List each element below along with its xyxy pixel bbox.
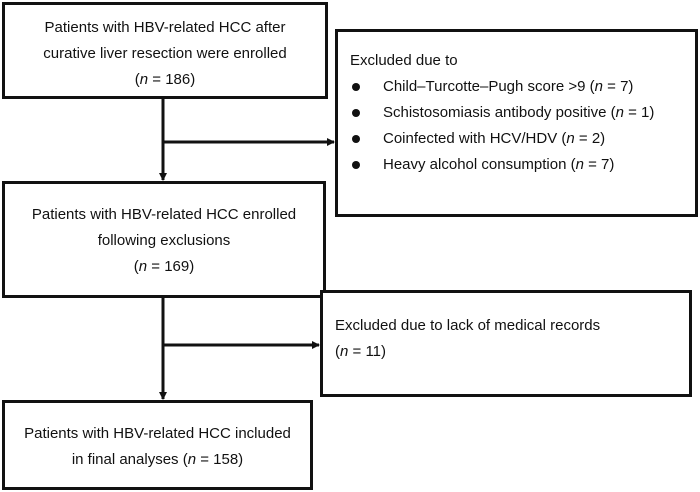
item-label: Heavy alcohol consumption (	[383, 156, 576, 173]
list-item	[350, 74, 695, 100]
n-value: = 7)	[583, 156, 615, 173]
n-value: = 2)	[574, 130, 606, 147]
after-line-2: following exclusions	[97, 232, 231, 249]
enrolled-line-1: Patients with HBV-related HCC after	[44, 19, 286, 36]
n-value: = 169)	[147, 258, 195, 275]
n-var: n	[139, 71, 149, 88]
bullet-icon	[352, 135, 360, 143]
exclusion-list	[350, 74, 695, 178]
list-item	[350, 152, 695, 178]
n-value: = 186)	[148, 71, 196, 88]
n-var: n	[187, 451, 197, 468]
paren: (	[134, 71, 140, 88]
n-var: n	[566, 130, 575, 147]
n-value: = 1)	[623, 104, 655, 121]
after-exclusions-box	[2, 181, 326, 298]
item-label: Schistosomiasis antibody positive (	[383, 104, 616, 121]
bullet-icon	[352, 161, 360, 169]
final-line-2	[5, 447, 310, 473]
after-count	[5, 254, 323, 280]
n-value: = 7)	[602, 78, 634, 95]
final-analysis-box	[2, 400, 313, 490]
bullet-icon	[352, 109, 360, 117]
enrolled-box	[2, 2, 328, 99]
paren: (	[133, 258, 139, 275]
n-value: = 11)	[348, 343, 387, 360]
list-item	[350, 100, 695, 126]
n-var: n	[575, 156, 584, 173]
n-value: = 158)	[196, 451, 244, 468]
exclusion-box-2	[320, 290, 692, 397]
paren: (	[335, 343, 340, 360]
n-var: n	[594, 78, 603, 95]
enrolled-count	[5, 67, 325, 93]
final-line-2-text: in final analyses (	[71, 451, 188, 468]
n-var: n	[340, 343, 349, 360]
exclusion-heading: Excluded due to	[350, 52, 458, 69]
final-line-1: Patients with HBV-related HCC included	[24, 425, 291, 442]
n-var: n	[615, 104, 624, 121]
item-label: Child–Turcotte–Pugh score >9 (	[383, 78, 595, 95]
list-item	[350, 126, 695, 152]
after-line-1: Patients with HBV-related HCC enrolled	[31, 206, 297, 223]
n-var: n	[138, 258, 148, 275]
item-label: Coinfected with HCV/HDV (	[383, 130, 567, 147]
exclusion-2-count	[335, 339, 689, 365]
enrolled-line-2: curative liver resection were enrolled	[43, 45, 287, 62]
exclusion-box-1	[335, 29, 698, 217]
bullet-icon	[352, 83, 360, 91]
exclusion-2-heading: Excluded due to lack of medical records	[335, 317, 601, 334]
